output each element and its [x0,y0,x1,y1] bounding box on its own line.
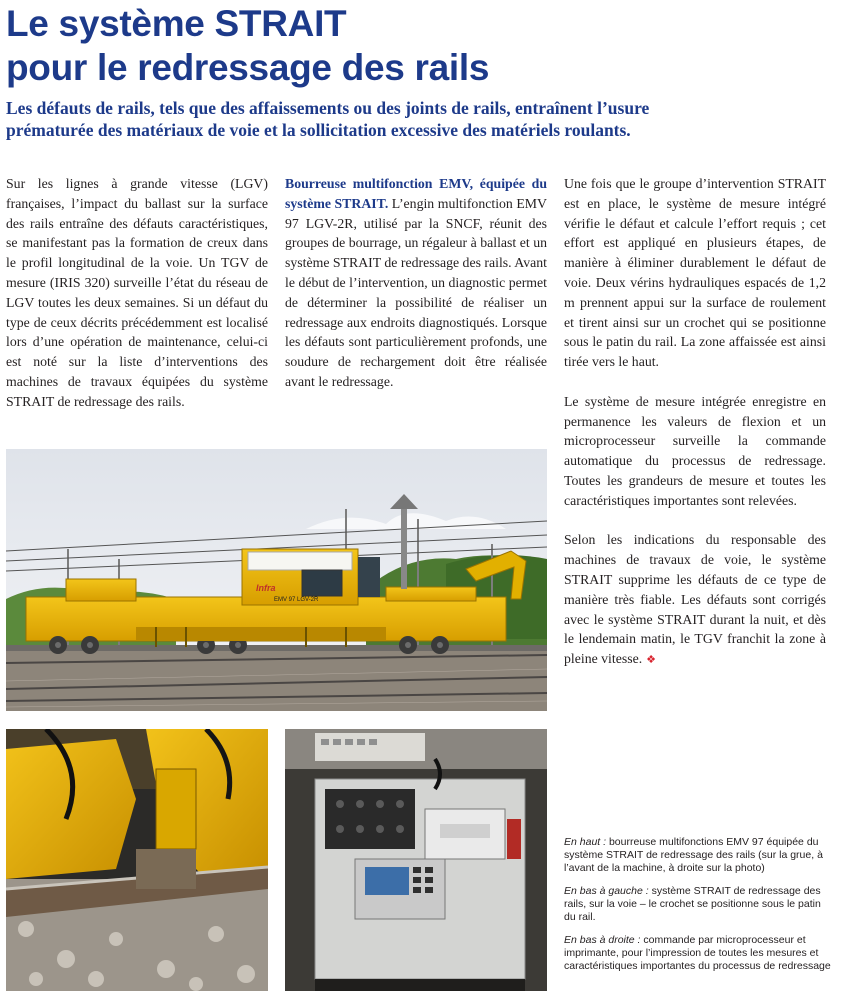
caption-bottom-left [564,885,834,924]
column3-paragraph-2: Le système de mesure intégrée enregistre en permanence les valeurs de flexion et un microprocesseur surveille la commande automatique du processus de redressage. Toutes les grandeurs de mesure et toutes les caractéristiques importantes sont relevées. [564,393,826,508]
text-column-1 [6,174,268,431]
column3-paragraph-3 [564,530,826,671]
lede-line-1: Les défauts de rails, tels que des affaissements ou des joints de rails, entraînent l’usure [6,98,650,118]
column3-paragraph-3-text: Selon les indications du responsable des machines de travaux de voie, le système STRAIT supprime les défauts de ce type de manière très fiable. Les défauts sont corrigés avec le système STRAIT durant la nuit, et dès le lendemain matin, le TGV franchit la zone à pleine vitesse. [564,532,826,667]
photo-control-console [285,729,547,991]
title-line-1: Le système STRAIT [6,3,347,44]
caption-bottom-right [564,934,834,973]
text-column-2 [285,174,547,412]
control-console-illustration [285,729,547,991]
column2-heading: Bourreuse multifonction EMV, équipée du système STRAIT. [285,176,547,211]
caption-top-label: En haut : [564,836,607,848]
machine-brand-logo: Infra [256,583,276,593]
column3-paragraph-1: Une fois que le groupe d’intervention STRAIT est en place, le système de mesure intégré vérifie le défaut et calcule l’effort requis ; cet effort est appliqué en plusieurs étapes, de manière à éliminer durablement le défaut de voie. Deux vérins hydrauliques espacés de 1,2 m prennent appui sur la surface de roulement et tirent ainsi sur un crochet qui se positionne sous le patin du rail. La zone affaissée est ainsi tirée vers le haut. [564,176,826,370]
machine-cab-label: EMV 97 LGV-2R [274,597,319,603]
title-line-2: pour le redressage des rails [6,47,490,88]
caption-top-text: bourreuse multifonctions EMV 97 équipée du système STRAIT de redressage des rails (sur la grue, à l’avant de la machine, à droite sur la photo) [564,836,823,874]
caption-bottom-right-text: commande par microprocesseur et imprimante, pour l’impression de toutes les mesures et caractéristiques importantes du processus de redressage [564,934,831,972]
photo-strait-on-track [6,729,268,991]
photo-captions [564,836,834,983]
track-machine-illustration [6,449,547,711]
caption-bottom-left-label: En bas à gauche : [564,885,649,897]
caption-bottom-right-label: En bas à droite : [564,934,641,946]
article-lede [6,97,846,141]
column2-paragraph-1 [285,174,547,392]
end-of-article-mark: ❖ [646,654,657,667]
strait-on-track-illustration [6,729,268,991]
article-title [6,2,846,90]
column2-body: L’engin multifonction EMV 97 LGV-2R, utilisé par la SNCF, réunit des groupes de bourrage, un régaleur à ballast et un système STRAIT de redressage des rails. Avant le début de l’intervention, un diagnostic permet de déterminer la possibilité de réaliser un redressage aux endroits diagnostiqués. Lorsque les défauts sont particulièrement profonds, une soudure de rechargement doit être réalisée avant le redressage. [285,195,547,389]
lede-line-2: prématurée des matériaux de voie et la sollicitation excessive des matériels roulants. [6,120,631,140]
text-column-3 [564,174,826,691]
caption-top [564,836,834,875]
column1-paragraph-1: Sur les lignes à grande vitesse (LGV) françaises, l’impact du ballast sur la surface des rails entraîne des défauts caractéristiques, se manifestant pas la formation de creux dans le profil longitudinal de la voie. Un TGV de mesure (IRIS 320) surveille l’état du réseau de LGV toutes les deux semaines. Si un défaut du type de ceux décrits précédemment est localisé lors d’une opération de maintenance, celui-ci est noté sur la liste d’interventions des machines de travaux équipées du système STRAIT de redressage des rails. [6,176,268,409]
photo-track-machine [6,449,547,711]
caption-bottom-left-text: système STRAIT de redressage des rails, sur la voie – le crochet se positionne sous le patin du rail. [564,885,821,923]
